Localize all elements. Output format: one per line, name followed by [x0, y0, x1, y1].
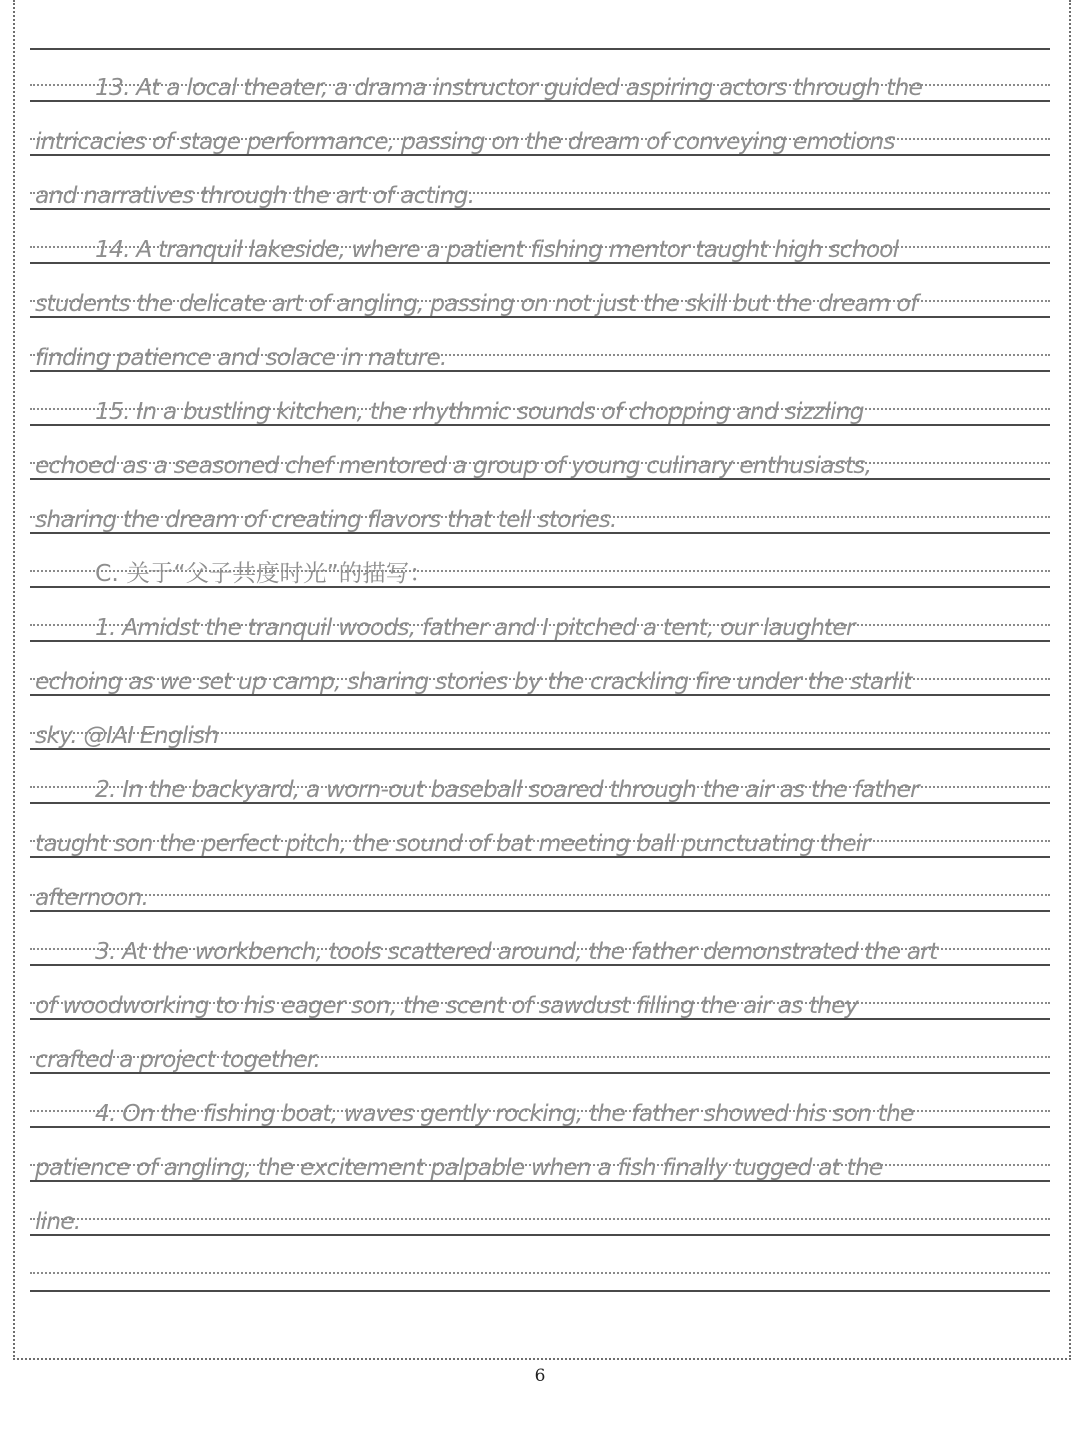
text-line: echoed as a seasoned chef mentored a group of young culinary enthusiasts,	[35, 451, 872, 479]
text-line: 1. Amidst the tranquil woods, father and I pitched a tent, our laughter	[95, 613, 855, 641]
text-line: 2. In the backyard, a worn-out baseball soared through the air as the father	[95, 775, 919, 803]
text-line: students the delicate art of angling, passing on not just the skill but the dream of	[35, 289, 918, 317]
text-line: afternoon.	[35, 883, 149, 911]
text-line: of woodworking to his eager son, the scent of sawdust filling the air as they	[35, 991, 858, 1019]
text-line: sky. @IAI English	[35, 721, 219, 749]
text-line: 4. On the fishing boat, waves gently rocking, the father showed his son the	[95, 1099, 914, 1127]
text-line: crafted a project together.	[35, 1045, 320, 1073]
section-heading: C. 关于“父子共度时光”的描写：	[95, 559, 433, 587]
text-line: line.	[35, 1207, 81, 1235]
page-number: 6	[534, 1366, 546, 1386]
text-line: 3. At the workbench, tools scattered around, the father demonstrated the art	[95, 937, 938, 965]
text-line: patience of angling, the excitement palpable when a fish finally tugged at the	[35, 1153, 883, 1181]
text-line: echoing as we set up camp, sharing stories by the crackling fire under the starlit	[35, 667, 912, 695]
text-line: and narratives through the art of acting.	[35, 181, 475, 209]
text-line: finding patience and solace in nature.	[35, 343, 447, 371]
text-line: 14. A tranquil lakeside, where a patient fishing mentor taught high school	[95, 235, 899, 263]
text-line: taught son the perfect pitch, the sound of bat meeting ball punctuating their	[35, 829, 871, 857]
text-line: 13. At a local theater, a drama instructor guided aspiring actors through the	[95, 73, 923, 101]
text-line: intricacies of stage performance, passing on the dream of conveying emotions	[35, 127, 895, 155]
text-line: sharing the dream of creating flavors that tell stories.	[35, 505, 617, 533]
text-line: 15. In a bustling kitchen, the rhythmic sounds of chopping and sizzling	[95, 397, 864, 425]
